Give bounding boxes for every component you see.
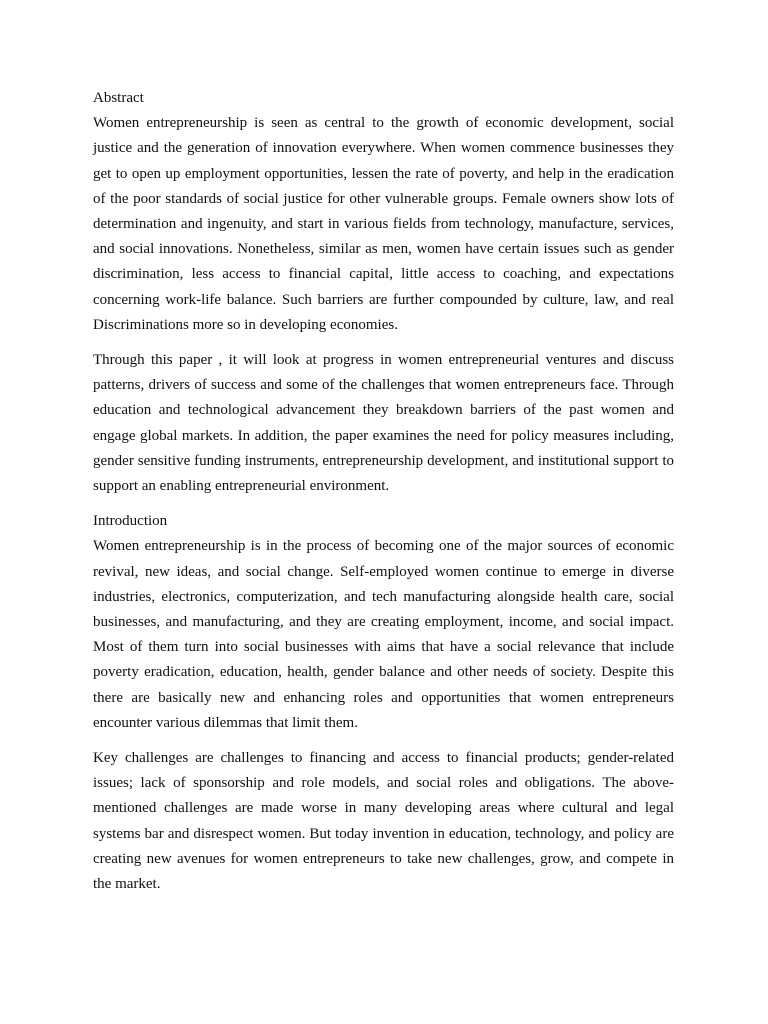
introduction-heading: Introduction <box>93 513 168 530</box>
introduction-section <box>93 509 674 897</box>
abstract-heading: Abstract <box>93 90 144 106</box>
abstract-paragraph-1: Women entrepreneurship is seen as central to the growth of economic development, social justice and the generation of innovation everywhere. When women commence businesses they get to open up employment opportunities, lessen the rate of poverty, and help in the eradication of the poor standards of social justice for other vulnerable groups. Female owners show lots of determination and ingenuity, and start in various fields from technology, manufacture, services, and social innovations. Nonetheless, similar as men, women have certain issues such as gender discrimination, less access to financial capital, little access to coaching, and expectations concerning work-life balance. Such barriers are further compounded by culture, law, and real Discriminations more so in developing economies. <box>93 115 674 333</box>
abstract-paragraph-2: Through this paper , it will look at progress in women entrepreneurial ventures and discuss patterns, drivers of success and some of the challenges that women entrepreneurs face. Through education and technological advancement they breakdown barriers of the past women and engage global markets. In addition, the paper examines the need for policy measures including, gender sensitive funding instruments, entrepreneurship development, and institutional support to support an enabling entrepreneurial environment. <box>93 352 674 495</box>
abstract-section <box>93 86 674 499</box>
introduction-paragraph-2: Key challenges are challenges to financing and access to financial products; gender-related issues; lack of sponsorship and role models, and social roles and obligations. The above-mentioned challenges are made worse in many developing areas where cultural and legal systems bar and disrespect women. But today invention in education, technology, and policy are creating new avenues for women entrepreneurs to take new challenges, grow, and compete in the market. <box>93 750 674 893</box>
document-page <box>93 86 674 907</box>
introduction-paragraph-1: Women entrepreneurship is in the process of becoming one of the major sources of economic revival, new ideas, and social change. Self-employed women continue to emerge in diverse industries, electronics, computerization, and tech manufacturing alongside health care, social businesses, and manufacturing, and they are creating employment, income, and social impact. Most of them turn into social businesses with aims that have a social relevance that include poverty eradication, education, health, gender balance and other needs of society. Despite this there are basically new and enhancing roles and opportunities that women entrepreneurs encounter various dilemmas that limit them. <box>93 538 674 731</box>
